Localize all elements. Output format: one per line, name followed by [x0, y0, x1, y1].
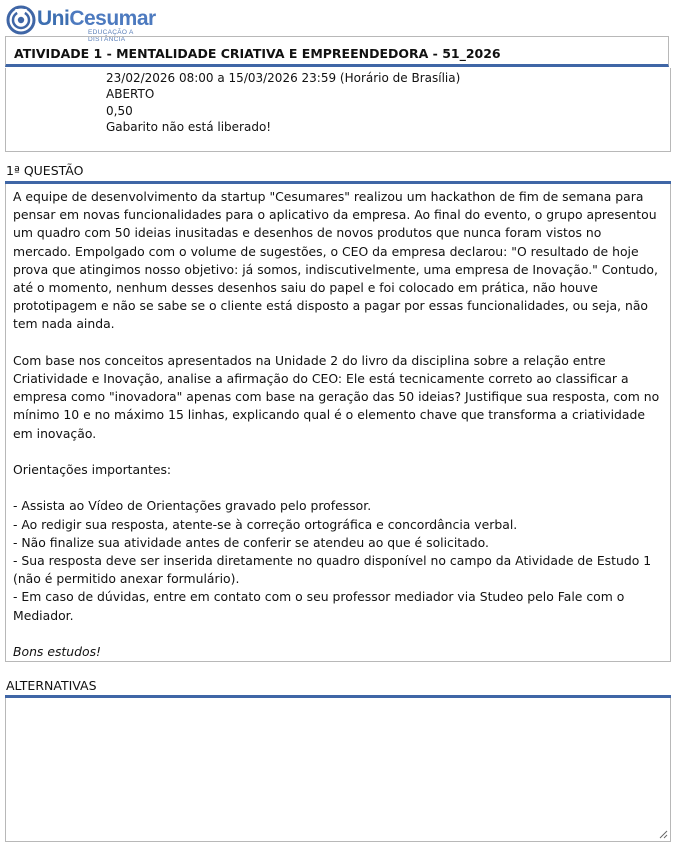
activity-title-bar [5, 36, 669, 67]
gabarito-value: Gabarito não está liberado! [106, 120, 272, 134]
periodo-value: 23/02/2026 08:00 a 15/03/2026 23:59 (Horário de Brasília) [106, 71, 461, 85]
nota-maxima-value: 0,50 [106, 104, 133, 118]
answer-heading: ALTERNATIVAS [6, 678, 97, 693]
resize-handle-icon[interactable] [658, 829, 668, 839]
orientation-item: - Ao redigir sua resposta, atente-se à correção ortográfica e concordância verbal. [13, 516, 518, 532]
orientation-item: - Em caso de dúvidas, entre em contato com o seu professor mediador via Studeo pelo Fale com o Mediador. [13, 589, 625, 623]
activity-info-panel [5, 68, 671, 152]
orientation-item: - Sua resposta deve ser inserida diretamente no quadro disponível no campo da Atividade de Estudo 1 (não é permitido anexar formulário). [13, 553, 652, 587]
unicesumar-logo [6, 5, 156, 43]
orientation-item: - Não finalize sua atividade antes de conferir se atendeu ao que é solicitado. [13, 534, 489, 550]
brand-tagline: EDUCAÇÃO A DISTÂNCIA [88, 29, 134, 43]
question-paragraph-2: Com base nos conceitos apresentados na Unidade 2 do livro da disciplina sobre a relação entre Criatividade e Inovação, analise a afirmação do CEO: Ele está tecnicamente correto ao classificar a empresa como "inovadora" apenas com base na geração das 50 ideias? Justifique sua resposta, com no mínimo 10 e no máximo 15 linhas, explicando qual é o elemento chave que transforma a criatividade em inovação. [13, 352, 660, 441]
brand-name: UniCesumar [37, 7, 156, 30]
closing-text: Bons estudos! [13, 644, 101, 660]
status-value: ABERTO [106, 87, 155, 101]
activity-title: ATIVIDADE 1 - MENTALIDADE CRIATIVA E EMPREENDEDORA - 51_2026 [14, 46, 501, 61]
orientation-item: - Assista ao Vídeo de Orientações gravado pelo professor. [13, 498, 372, 514]
unicesumar-emblem-icon [6, 5, 36, 35]
question-body [5, 184, 671, 662]
orientations-title: Orientações importantes: [13, 462, 172, 478]
question-paragraph-1: A equipe de desenvolvimento da startup "Cesumares" realizou um hackathon de fim de semana para pensar em novas funcionalidades para o aplicativo da empresa. Ao final do evento, o grupo apresentou um quadro com 50 ideias inusitadas e desenhos de novos produtos que nunca foram vistos no mercado. Empolgado com o volume de sugestões, o CEO da empresa declarou: "O resultado de hoje prova que atingimos nosso objetivo: já somos, indiscutivelmente, uma empresa de Inovação." Contudo, até o momento, nenhum desses desenhos saiu do papel e foi colocado em prática, não houve prototipagem e não se sabe se o cliente está disposto a pagar por essas funcionalidades, ou seja, não tem nada ainda. [13, 189, 658, 332]
answer-textarea[interactable] [5, 698, 671, 842]
question-heading: 1ª QUESTÃO [6, 163, 84, 178]
